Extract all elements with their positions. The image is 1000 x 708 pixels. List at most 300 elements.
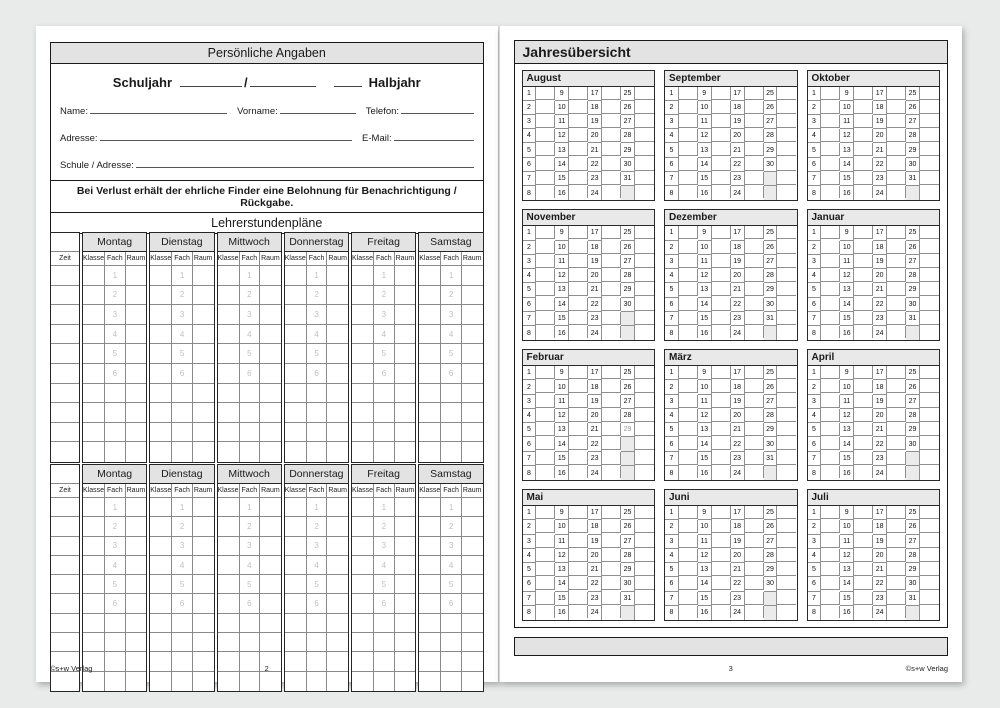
adresse-label: Adresse: [60,132,98,144]
calendar-day-number: 17 [873,226,887,240]
timetable-cell [285,403,307,423]
day-header: Mittwoch [218,233,281,252]
calendar-day-number: 13 [698,143,712,157]
calendar-write-cell [854,255,873,268]
calendar-write-cell [920,380,939,393]
timetable-cell [193,423,214,443]
calendar-day-number: 6 [665,158,679,172]
timetable-cell [462,556,483,575]
timetable-cell [83,384,105,404]
month-juli [807,489,941,621]
calendar-write-cell [887,129,906,142]
calendar-day-number: 30 [621,158,635,172]
calendar-day-number: 2 [808,241,822,255]
calendar-write-cell [854,172,873,185]
calendar-day-number: 11 [840,535,854,549]
calendar-write-cell [635,283,654,296]
day-header: Freitag [352,233,415,252]
time-cell [51,325,79,345]
period-number: 2 [240,286,261,306]
timetable-cell [462,633,483,652]
timetable-cell [419,305,441,325]
timetable-cell [395,633,416,652]
calendar-write-cell [821,592,840,605]
day-header: Samstag [419,233,482,252]
calendar-day-number: 22 [873,577,887,591]
timetable-cell [462,498,483,517]
telefon-rule [401,103,473,114]
calendar-write-cell [602,226,621,239]
calendar-day-number: 1 [665,366,679,380]
subcolumn-header: Raum [395,252,416,266]
calendar-write-cell [635,520,654,533]
calendar-day-number: 4 [808,129,822,143]
timetable-cell [307,403,328,423]
month-name: Dezember [665,210,797,226]
page-number: 2 [264,664,269,673]
calendar-write-cell [569,298,588,311]
calendar-write-cell [777,437,796,450]
calendar-write-cell [821,395,840,408]
timetable-cell [327,266,348,286]
day-panel-donnerstag [284,464,349,692]
calendar-day-number: 13 [555,283,569,297]
timetable-cell [395,286,416,306]
calendar-write-cell [635,409,654,422]
subcolumn-header: Fach [172,252,193,266]
calendar-day-number: 4 [808,409,822,423]
time-cell [51,344,79,364]
day-panel-mittwoch [217,232,282,463]
timetable-cell [218,672,240,691]
timetable-cell [419,633,441,652]
calendar-write-cell [536,283,555,296]
timetable-cell [285,537,307,556]
timetable-cell [172,442,193,462]
calendar-write-cell [887,326,906,338]
timetable-cell [441,384,462,404]
subcolumn-header: Klasse [419,252,441,266]
calendar-day-number: 28 [764,549,778,563]
timetable-cell [218,384,240,404]
calendar-day-number: 4 [523,269,537,283]
period-number: 3 [441,305,462,325]
calendar-write-cell [712,226,731,239]
timetable-cell [441,403,462,423]
timetable-cell [83,498,105,517]
calendar-day-number: 7 [808,452,822,466]
period-number: 2 [374,286,395,306]
calendar-write-cell [712,255,731,268]
month-grid [665,506,797,620]
calendar-write-cell [569,563,588,576]
calendar-write-cell [821,186,840,198]
calendar-write-cell [536,143,555,156]
timetable-cell [83,266,105,286]
calendar-write-cell [777,520,796,533]
time-cell [51,442,79,462]
calendar-day-number: 5 [665,423,679,437]
calendar-write-cell [821,143,840,156]
calendar-day-number: 28 [906,549,920,563]
calendar-day-number: 14 [698,298,712,312]
calendar-day-number: 26 [906,101,920,115]
calendar-day-number: 2 [808,520,822,534]
timetable-cell [193,672,214,691]
calendar-write-cell [887,423,906,436]
calendar-day-number: 31 [621,172,635,186]
calendar-write-cell [854,409,873,422]
calendar-write-cell [569,549,588,562]
timetable-cell [260,286,281,306]
calendar-day-number: 28 [764,129,778,143]
calendar-write-cell [602,409,621,422]
period-number: 6 [240,594,261,613]
calendar-write-cell [887,592,906,605]
calendar-write-cell [679,437,698,450]
timetable-cell [327,556,348,575]
calendar-write-cell [569,172,588,185]
calendar-day-number: 24 [731,326,745,340]
calendar-day-number: 8 [808,466,822,480]
day-panel-montag [82,232,147,463]
timetable-cell [285,266,307,286]
calendar-write-cell [745,606,764,618]
calendar-empty-day-cell [621,186,635,200]
month-grid [808,87,940,201]
calendar-write-cell [679,283,698,296]
calendar-write-cell [536,395,555,408]
period-number: 1 [307,266,328,286]
calendar-write-cell [569,535,588,548]
calendar-write-cell [635,423,654,436]
timetable-corner-cell [51,465,79,484]
calendar-write-cell [569,226,588,239]
calendar-write-cell [854,87,873,100]
calendar-write-cell [569,606,588,618]
calendar-day-number: 22 [731,577,745,591]
subcolumn-header: Raum [193,484,214,498]
calendar-day-number: 2 [665,380,679,394]
month-august [522,70,656,202]
timetable-cell [126,325,147,345]
calendar-day-number: 1 [523,366,537,380]
month-grid [665,87,797,201]
calendar-write-cell [920,437,939,450]
calendar-day-number: 8 [808,186,822,200]
calendar-day-number: 31 [621,592,635,606]
calendar-write-cell [854,563,873,576]
calendar-empty-day-cell [621,312,635,326]
calendar-write-cell [635,592,654,605]
calendar-empty-day-cell [764,606,778,620]
period-number: 6 [441,364,462,384]
period-number: 4 [441,325,462,345]
name-rule [90,103,227,114]
calendar-write-cell [821,241,840,254]
period-number: 5 [441,344,462,364]
calendar-day-number: 3 [523,115,537,129]
calendar-write-cell [745,255,764,268]
calendar-day-number: 2 [523,520,537,534]
timetable-cell [307,442,328,462]
period-number: 1 [105,498,126,517]
calendar-write-cell [679,423,698,436]
calendar-write-cell [920,549,939,562]
subcolumn-header: Klasse [352,484,374,498]
timetable-cell [395,672,416,691]
calendar-day-number: 10 [840,380,854,394]
calendar-write-cell [602,101,621,114]
period-number: 6 [374,594,395,613]
period-number: 5 [172,575,193,594]
calendar-write-cell [777,577,796,590]
calendar-day-number: 11 [555,395,569,409]
calendar-write-cell [712,283,731,296]
calendar-write-cell [745,283,764,296]
adresse-row [60,130,474,144]
timetable-2 [50,464,484,692]
calendar-day-number: 30 [906,437,920,451]
calendar-day-number: 8 [665,606,679,620]
calendar-day-number: 30 [621,298,635,312]
calendar-day-number: 1 [523,506,537,520]
calendar-write-cell [854,143,873,156]
month-name: Juli [808,490,940,506]
calendar-write-cell [712,143,731,156]
calendar-day-number: 4 [808,269,822,283]
subcolumn-header: Fach [441,484,462,498]
calendar-day-number: 11 [698,255,712,269]
timetable-cell [240,384,261,404]
calendar-day-number: 23 [588,452,602,466]
calendar-day-number: 15 [555,312,569,326]
time-cell [51,614,79,633]
calendar-write-cell [745,115,764,128]
calendar-write-cell [635,535,654,548]
calendar-write-cell [745,326,764,338]
month-grid [808,226,940,340]
calendar-write-cell [854,283,873,296]
calendar-day-number: 15 [698,172,712,186]
month-januar [807,209,941,341]
calendar-write-cell [854,549,873,562]
period-number: 6 [307,364,328,384]
calendar-write-cell [745,298,764,311]
timetable-cell [327,575,348,594]
calendar-write-cell [679,506,698,519]
calendar-day-number: 23 [873,312,887,326]
calendar-day-number: 3 [523,255,537,269]
timetable-cell [218,403,240,423]
calendar-day-number: 24 [731,606,745,620]
calendar-write-cell [887,143,906,156]
calendar-write-cell [569,312,588,325]
timetable-cell [240,633,261,652]
subcolumn-header: Klasse [285,252,307,266]
calendar-empty-day-cell [621,326,635,340]
calendar-day-number: 21 [873,423,887,437]
timetable-cell [352,556,374,575]
calendar-write-cell [821,563,840,576]
calendar-write-cell [745,549,764,562]
calendar-write-cell [602,115,621,128]
subcolumn-header: Raum [327,484,348,498]
timetable-cell [462,517,483,536]
timetable-cell [419,286,441,306]
personal-data-section [50,63,484,182]
calendar-day-number: 21 [873,563,887,577]
calendar-day-number: 2 [523,101,537,115]
timetable-cell [193,556,214,575]
timetable-cell [307,633,328,652]
calendar-day-number: 16 [555,326,569,340]
calendar-write-cell [536,506,555,519]
calendar-day-number: 17 [731,506,745,520]
calendar-day-number: 4 [665,409,679,423]
calendar-day-number: 14 [698,577,712,591]
timetable-cell [285,423,307,443]
timetable-cell [150,266,172,286]
calendar-day-number: 25 [906,506,920,520]
calendar-day-number: 19 [873,395,887,409]
time-cell [51,537,79,556]
calendar-day-number: 18 [588,241,602,255]
calendar-write-cell [712,535,731,548]
calendar-day-number: 16 [698,606,712,620]
calendar-write-cell [920,241,939,254]
calendar-write-cell [602,506,621,519]
calendar-day-number: 19 [873,115,887,129]
calendar-day-number: 29 [906,423,920,437]
timetable-cell [240,672,261,691]
calendar-day-number: 30 [764,437,778,451]
calendar-write-cell [777,269,796,282]
subcolumn-header: Klasse [83,484,105,498]
month-grid [523,506,655,620]
timetable-cell [150,633,172,652]
subcolumn-header: Raum [462,252,483,266]
calendar-day-number: 9 [840,87,854,101]
calendar-day-number: 23 [588,312,602,326]
day-header: Donnerstag [285,233,348,252]
calendar-day-number: 8 [665,186,679,200]
calendar-day-number: 3 [808,395,822,409]
timetable-corner-cell [51,233,79,252]
timetable-cell [352,384,374,404]
calendar-write-cell [569,577,588,590]
calendar-day-number: 12 [555,409,569,423]
calendar-day-number: 27 [906,255,920,269]
timetable-cell [260,403,281,423]
calendar-day-number: 15 [840,592,854,606]
period-number: 4 [307,556,328,575]
school-year-row [60,74,474,90]
calendar-write-cell [712,563,731,576]
calendar-write-cell [777,366,796,379]
calendar-write-cell [602,549,621,562]
calendar-day-number: 11 [555,115,569,129]
calendar-write-cell [635,115,654,128]
calendar-day-number: 10 [555,101,569,115]
timetable-cell [126,672,147,691]
timetable-cell [285,633,307,652]
calendar-write-cell [712,87,731,100]
calendar-write-cell [602,592,621,605]
timetable-cell [352,498,374,517]
calendar-day-number: 19 [731,115,745,129]
calendar-day-number: 27 [764,255,778,269]
calendar-day-number: 13 [555,143,569,157]
timetable-cell [260,325,281,345]
calendar-write-cell [920,87,939,100]
day-header: Mittwoch [218,465,281,484]
calendar-day-number: 27 [906,395,920,409]
timetable-cell [172,423,193,443]
calendar-write-cell [821,283,840,296]
period-number: 1 [307,498,328,517]
calendar-write-cell [602,143,621,156]
calendar-day-number: 18 [873,101,887,115]
calendar-day-number: 20 [873,409,887,423]
timetable-cell [150,614,172,633]
timetable-cell [395,537,416,556]
calendar-day-number: 10 [698,101,712,115]
calendar-write-cell [635,255,654,268]
calendar-write-cell [777,409,796,422]
calendar-write-cell [569,395,588,408]
calendar-write-cell [745,158,764,171]
calendar-write-cell [679,158,698,171]
calendar-write-cell [777,506,796,519]
time-cell [51,556,79,575]
timetable-cell [105,423,126,443]
calendar-day-number: 10 [840,101,854,115]
calendar-write-cell [712,437,731,450]
timetable-cell [193,305,214,325]
calendar-write-cell [920,506,939,519]
calendar-write-cell [777,298,796,311]
timetable-cell [150,517,172,536]
calendar-day-number: 9 [555,87,569,101]
calendar-write-cell [635,143,654,156]
calendar-write-cell [679,577,698,590]
timetable-cell [218,266,240,286]
calendar-write-cell [679,172,698,185]
calendar-write-cell [854,437,873,450]
subcolumn-header: Fach [307,484,328,498]
calendar-write-cell [920,226,939,239]
subcolumn-header: Raum [126,484,147,498]
timetable-cell [352,633,374,652]
calendar-day-number: 26 [764,380,778,394]
timetable-cell [352,344,374,364]
timetable-cell [240,403,261,423]
calendar-empty-day-cell [906,606,920,620]
calendar-day-number: 27 [621,395,635,409]
timetable-cell [193,633,214,652]
timetable-cell [193,498,214,517]
calendar-day-number: 28 [621,549,635,563]
calendar-write-cell [854,312,873,325]
timetable-cell [260,423,281,443]
timetable-cell [193,325,214,345]
timetable-cell [150,442,172,462]
calendar-day-number: 3 [523,395,537,409]
calendar-day-number: 21 [731,423,745,437]
time-column-header: Zeit [51,252,79,266]
period-number: 5 [240,344,261,364]
